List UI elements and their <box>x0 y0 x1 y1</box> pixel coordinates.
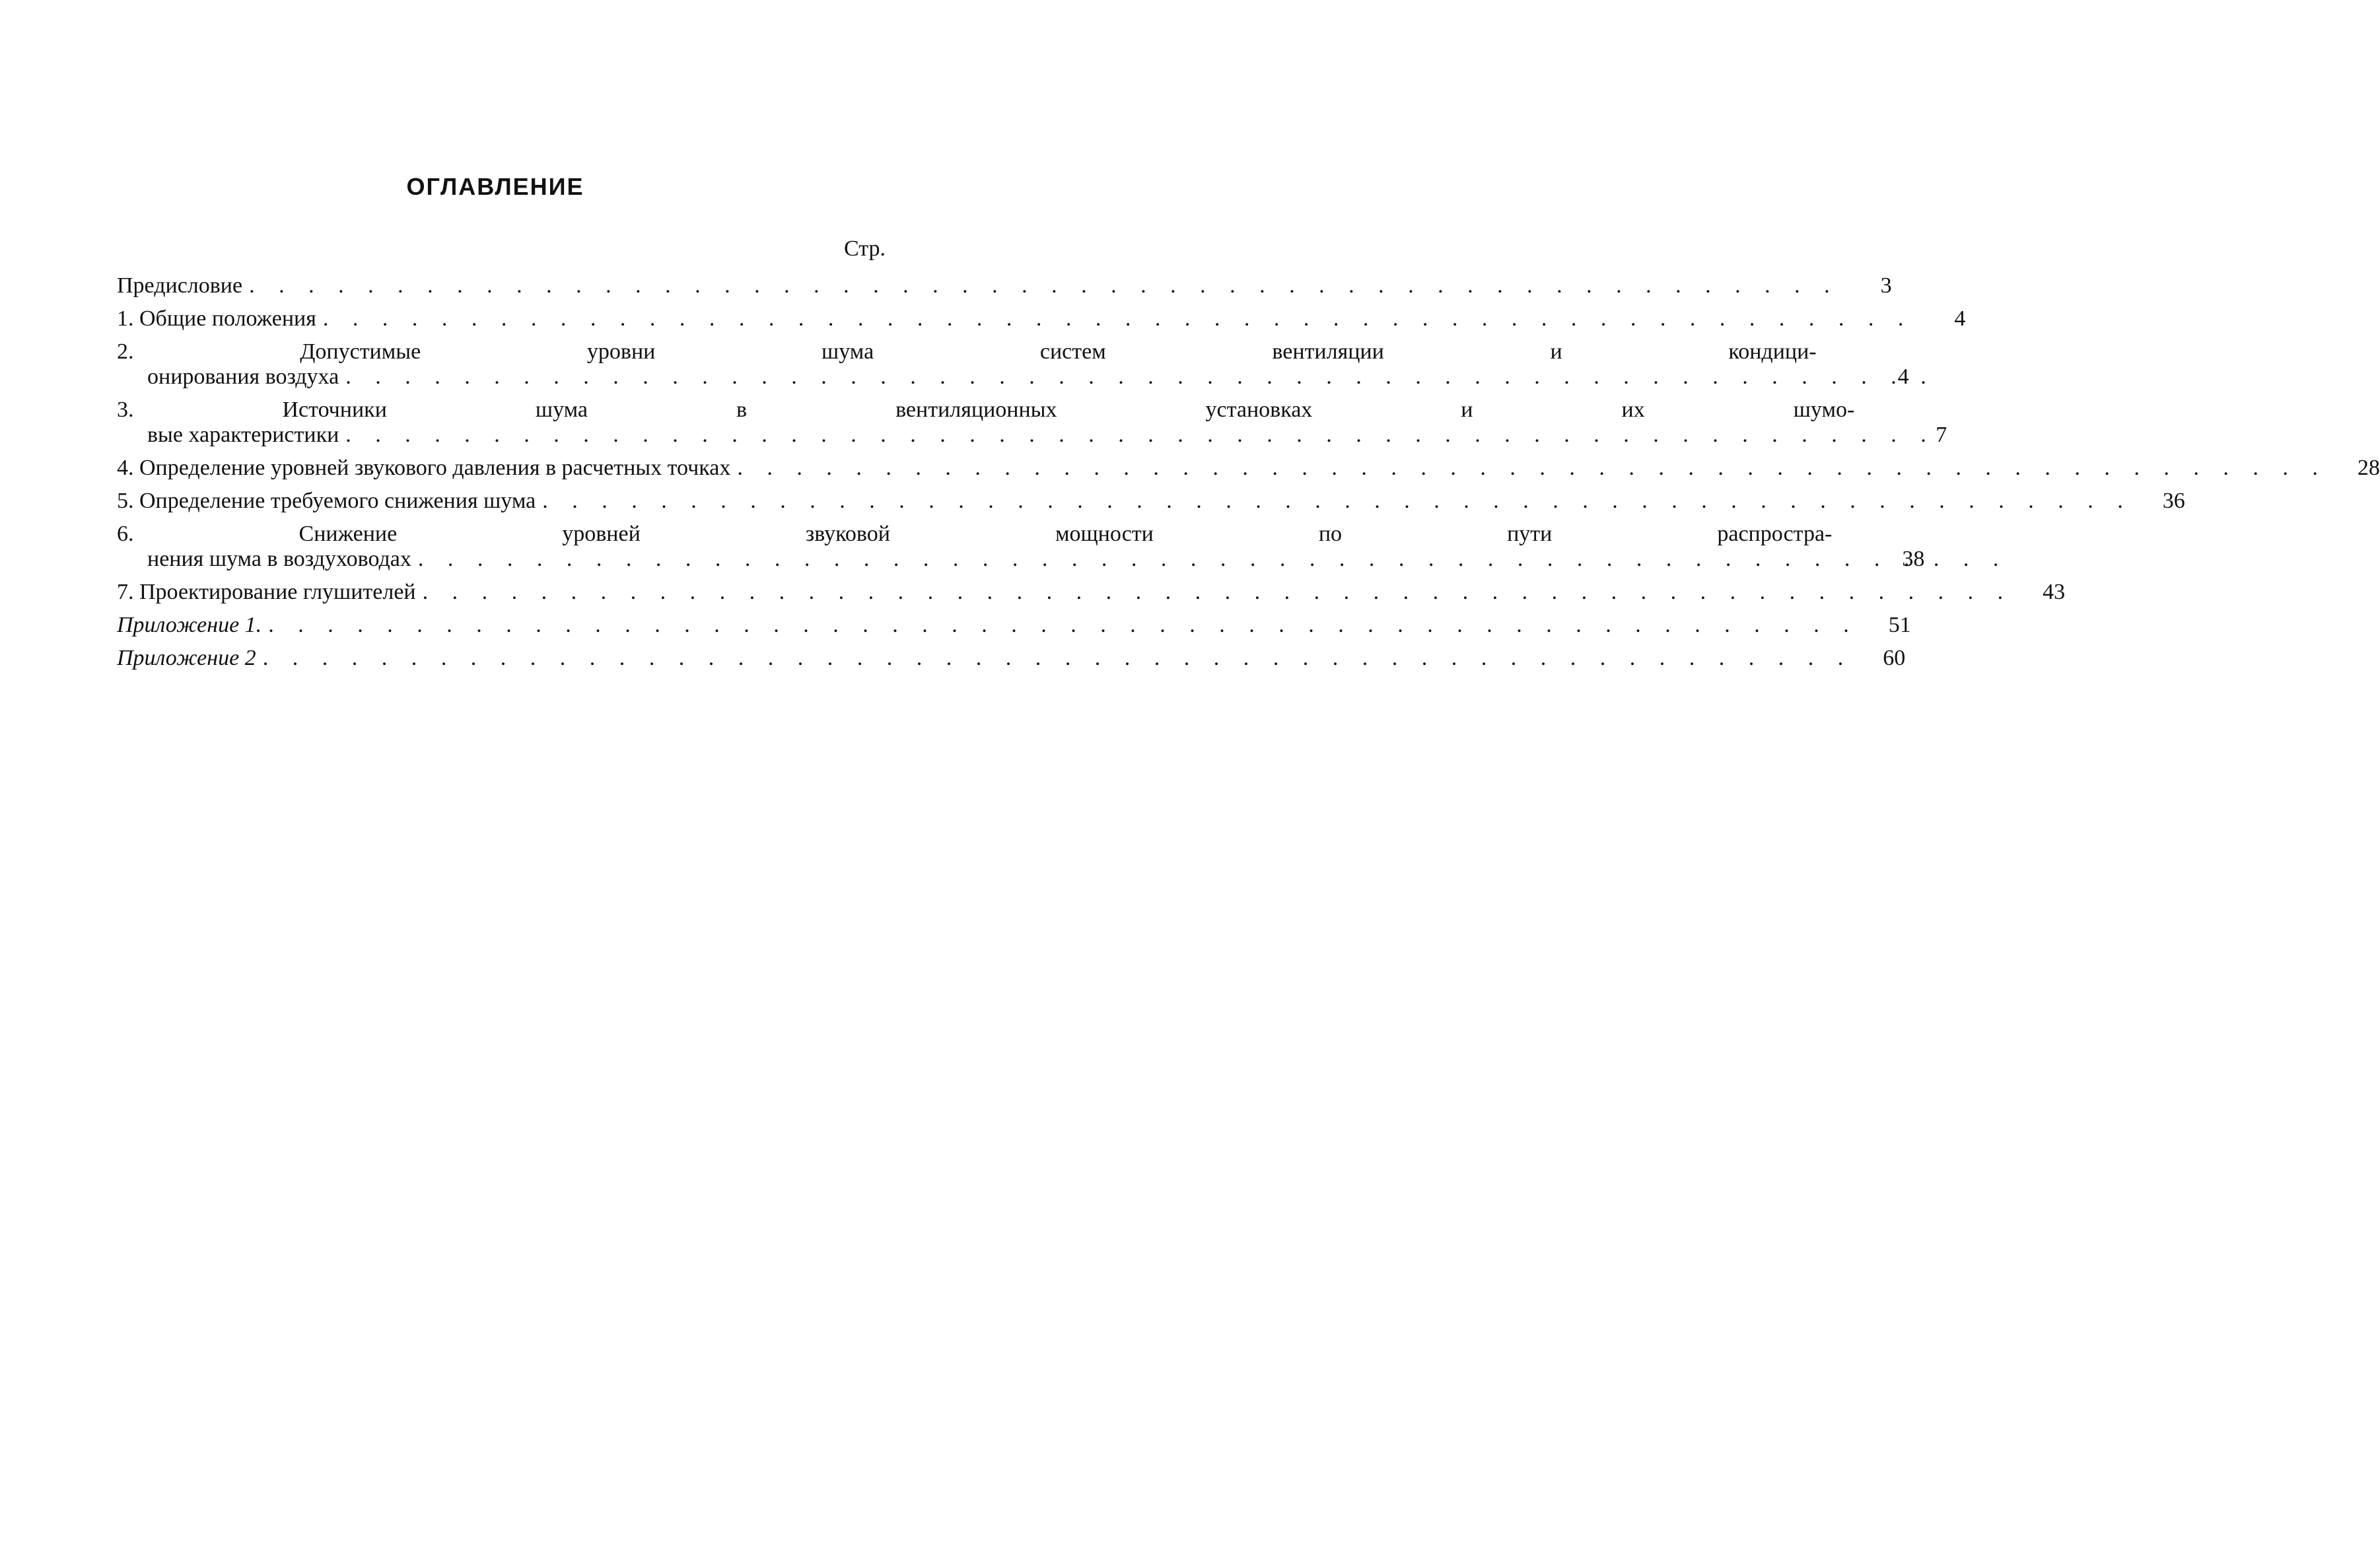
toc-leader-dots <box>536 489 2132 514</box>
table-of-contents <box>117 232 2380 671</box>
toc-entry-page: 36 <box>2162 489 2185 513</box>
toc-entry-label-line2: нения шума в воздуховодах <box>147 547 411 571</box>
toc-entry-page: 51 <box>1888 613 1911 637</box>
toc-leader-dots <box>416 580 2013 605</box>
toc-entry-page: 60 <box>1883 646 1906 670</box>
toc-entry-1 <box>117 306 1966 331</box>
toc-leader-dots <box>339 364 1936 390</box>
toc-leader-dots <box>411 547 2008 572</box>
toc-leader-dots <box>730 456 2327 481</box>
toc-leader-dots <box>262 613 1858 638</box>
toc-entry-label-line1: 6. Снижение уровней звуковой мощности по пути распростра- <box>117 522 1833 546</box>
toc-entry-label: Приложение 2 <box>117 646 256 670</box>
toc-leader-dots <box>316 306 1913 331</box>
toc-entry-4 <box>117 456 2380 481</box>
page-column-header: Стр. <box>843 236 886 261</box>
toc-entry-page: 3 <box>1880 273 1892 298</box>
toc-entry-appendix-2 <box>117 646 1906 671</box>
toc-entry-page: 38 <box>1902 547 1925 571</box>
toc-entry-page: 4 <box>1954 306 1966 331</box>
toc-entry-page: 43 <box>2043 580 2066 604</box>
toc-entry-appendix-1 <box>117 613 1911 638</box>
toc-entry-label-line1: 3. Источники шума в вентиляционных установках и их шумо- <box>117 398 1855 422</box>
toc-entry-label: Предисловие <box>117 273 243 298</box>
toc-entry-label: Приложение 1. <box>117 613 262 637</box>
page-title: ОГЛАВЛЕНИЕ <box>406 173 584 200</box>
toc-entry-label: 4. Определение уровней звукового давления в расчетных точках <box>117 456 731 480</box>
toc-entry-label-line2: онирования воздуха <box>147 364 339 389</box>
toc-entry-label: 5. Определение требуемого снижения шума <box>117 489 536 513</box>
toc-leader-dots <box>242 273 1839 298</box>
toc-entry-label-line1: 2. Допустимые уровни шума систем вентиляции и кондици- <box>117 339 1817 364</box>
toc-entry-page: 28 <box>2357 456 2380 480</box>
toc-entry-5 <box>117 489 2185 514</box>
toc-entry-preface <box>117 273 1892 298</box>
toc-entry-label: 7. Проектирование глушителей <box>117 580 416 604</box>
toc-entry-label-line2: вые характеристики <box>147 423 339 447</box>
toc-entry-3 <box>117 398 1947 448</box>
toc-entry-page: 4 <box>1897 364 1909 389</box>
toc-entry-6 <box>117 522 1925 572</box>
toc-leader-dots <box>339 423 1936 448</box>
toc-entry-page: 7 <box>1936 423 1947 447</box>
toc-entry-label: 1. Общие положения <box>117 306 316 331</box>
toc-entry-7 <box>117 580 2066 605</box>
toc-leader-dots <box>256 646 1853 671</box>
toc-entry-2 <box>117 339 1909 390</box>
